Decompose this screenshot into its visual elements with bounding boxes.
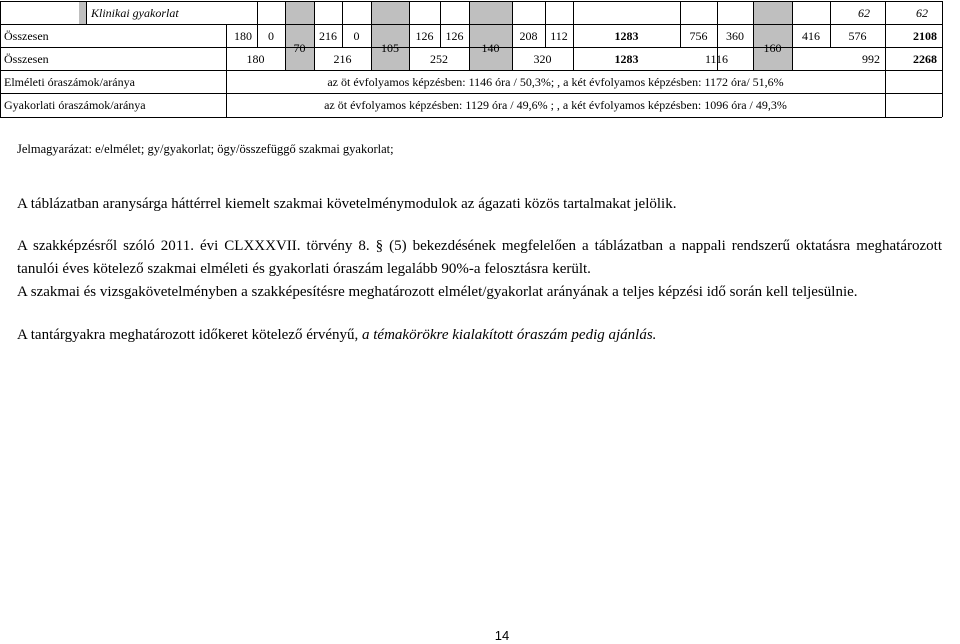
osszesen2-cell: 1116 <box>704 52 729 66</box>
gray-col-1 <box>285 1 314 71</box>
osszesen1-cell: 208 <box>519 29 538 43</box>
page-number: 14 <box>494 628 510 643</box>
klinikai-label: Klinikai gyakorlat <box>91 6 179 20</box>
osszesen-label-2: Összesen <box>4 52 49 66</box>
osszesen2-cell: 1283 <box>614 52 639 66</box>
merged-value: 70 <box>293 41 306 55</box>
paragraph-2: A szakképzésről szóló 2011. évi CLXXXVII. törvény 8. § (5) bekezdésének megfelelően a táblázatban a nappali rendszerű oktatásra meghatározott tanulói éves kötelező szakmai elméleti és gyakorlati óraszám legalább 90%-a felosztásra került. <box>17 238 942 277</box>
klinikai-value-b: 62 <box>916 6 928 20</box>
gray-col-2 <box>371 1 409 71</box>
gray-col-4 <box>753 1 792 71</box>
osszesen1-cell: 126 <box>415 29 434 43</box>
osszesen1-cell: 126 <box>445 29 464 43</box>
osszesen1-cell: 416 <box>802 29 820 43</box>
osszesen2-cell: 992 <box>862 52 880 66</box>
elmeleti-label: Elméleti óraszámok/aránya <box>4 75 135 89</box>
osszesen1-cell: 360 <box>726 29 744 43</box>
osszesen1-cell: 0 <box>353 29 360 43</box>
osszesen1-cell: 180 <box>234 29 252 43</box>
osszesen-label-1: Összesen <box>4 29 49 43</box>
gray-block-klinikai <box>79 1 86 24</box>
legend-text: Jelmagyarázat: e/elmélet; gy/gyakorlat; ögy/összefüggő szakmai gyakorlat; <box>17 142 394 156</box>
gyakorlati-text: az öt évfolyamos képzésben: 1129 óra / 49,6% ; , a két évfolyamos képzésben: 1096 óra / 49,3% <box>324 98 787 112</box>
paragraph-1: A táblázatban aranysárga háttérrel kiemelt szakmai követelménymodulok az ágazati közös tartalmakat jelölik. <box>17 196 677 212</box>
osszesen1-cell: 576 <box>848 29 867 43</box>
osszesen1-cell: 756 <box>689 29 708 43</box>
osszesen1-cell: 216 <box>319 29 337 43</box>
osszesen2-cell: 252 <box>430 52 448 66</box>
merged-value: 105 <box>381 41 399 55</box>
paragraph-4 <box>17 324 942 347</box>
paragraph-4-italic: a témakörökre kialakított óraszám pedig ajánlás. <box>362 327 657 343</box>
osszesen1-cell: 0 <box>268 29 274 43</box>
osszesen2-cell: 180 <box>246 52 265 66</box>
osszesen2-total: 2268 <box>913 52 937 66</box>
merged-value: 140 <box>481 41 500 55</box>
curriculum-table <box>0 0 960 120</box>
gray-col-3 <box>469 1 512 71</box>
osszesen2-cell: 320 <box>533 52 552 66</box>
osszesen1-cell: 1283 <box>614 29 639 43</box>
osszesen1-cell: 112 <box>550 29 568 43</box>
paragraph-4-start: A tantárgyakra meghatározott időkeret kötelező érvényű, <box>17 327 362 343</box>
merged-value: 160 <box>763 41 782 55</box>
gyakorlati-label: Gyakorlati óraszámok/aránya <box>4 98 146 112</box>
elmeleti-text: az öt évfolyamos képzésben: 1146 óra / 50,3%; , a két évfolyamos képzésben: 1172 óra/ 51,6% <box>327 75 784 89</box>
paragraph-3: A szakmai és vizsgakövetelményben a szakképesítésre meghatározott elmélet/gyakorlat arányának a teljes képzési idő során kell teljesülnie. <box>17 284 858 300</box>
osszesen2-cell: 216 <box>333 52 352 66</box>
klinikai-value-a: 62 <box>858 6 870 20</box>
osszesen1-total: 2108 <box>913 29 937 43</box>
